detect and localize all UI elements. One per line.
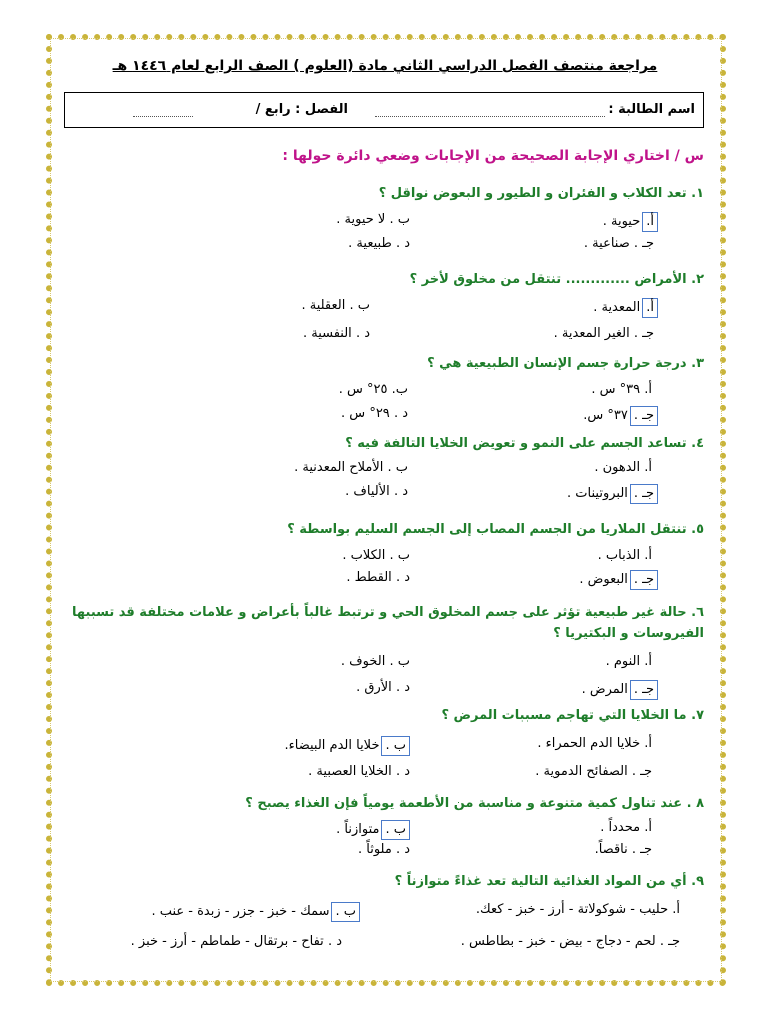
option-7-c[interactable]: جـ . الصفائح الدموية . — [535, 764, 652, 779]
question-5: ٥. تنتقل الملاريا من الجسم المصاب إلى الجسم السليم بواسطة ؟ — [287, 522, 704, 537]
answer-box: جـ . — [630, 406, 658, 426]
option-6-a[interactable]: أ. النوم . — [605, 654, 652, 669]
question-4: ٤. تساعد الجسم على النمو و تعويض الخلايا التالفة فيه ؟ — [345, 436, 704, 451]
option-1-c[interactable]: جـ . صناعية . — [583, 236, 654, 251]
answer-box: جـ . — [630, 484, 658, 504]
answer-box: ب . — [331, 902, 360, 922]
option-9-d[interactable]: د . تفاح - برتقال - طماطم - أرز - خبز . — [130, 934, 342, 949]
answer-box: جـ . — [630, 680, 658, 700]
option-6-c[interactable]: جـ .المرض . — [582, 680, 658, 700]
option-5-d[interactable]: د . القطط . — [346, 570, 410, 585]
option-2-b[interactable]: ب . العقلية . — [301, 298, 370, 313]
page-title: مراجعة منتصف الفصل الدراسي الثاني مادة (العلوم ) الصف الرابع لعام ١٤٤٦ هـ — [112, 58, 658, 74]
option-9-b[interactable]: ب .سمك - خبز - جزر - زبدة - عنب . — [151, 902, 360, 922]
option-3-d[interactable]: د . ٢٩° س . — [341, 406, 408, 421]
answer-box: أ. — [642, 298, 658, 318]
answer-box: جـ . — [630, 570, 658, 590]
option-8-c[interactable]: جـ . ناقصاً. — [594, 842, 652, 857]
option-1-d[interactable]: د . طبيعية . — [348, 236, 410, 251]
option-9-a[interactable]: أ. حليب - شوكولاتة - أرز - خبز - كعك. — [475, 902, 680, 917]
student-name-field[interactable] — [375, 102, 605, 117]
option-4-c[interactable]: جـ .البروتينات . — [567, 484, 658, 504]
option-4-a[interactable]: أ. الدهون . — [594, 460, 652, 475]
option-2-a[interactable]: أ.المعدية . — [593, 298, 658, 318]
option-3-b[interactable]: ب. ٢٥° س . — [338, 382, 408, 397]
question-8: ٨ . عند تناول كمية متنوعة و مناسبة من الأطعمة يومياً فإن الغذاء يصبح ؟ — [245, 796, 704, 811]
option-8-b[interactable]: ب .متوازناً . — [336, 820, 410, 840]
option-8-d[interactable]: د . ملوثاً . — [357, 842, 410, 857]
question-6: ٦. حالة غير طبيعية تؤثر على جسم المخلوق الحي و ترتبط غالباً بأعراض و علامات مختلفة قد تسببها الفيروسات و البكتيريا ؟ — [72, 605, 704, 641]
option-6-d[interactable]: د . الأرق . — [356, 680, 410, 695]
option-3-a[interactable]: أ. ٣٩° س . — [591, 382, 652, 397]
class-label: الفصل : رابع / — [255, 102, 348, 117]
option-5-b[interactable]: ب . الكلاب . — [342, 548, 410, 563]
option-2-d[interactable]: د . النفسية . — [302, 326, 370, 341]
answer-box: ب . — [381, 820, 410, 840]
option-5-c[interactable]: جـ .البعوض . — [579, 570, 658, 590]
class-field[interactable] — [133, 102, 193, 117]
option-4-d[interactable]: د . الألياف . — [345, 484, 408, 499]
answer-box: ب . — [381, 736, 410, 756]
question-3: ٣. درجة حرارة جسم الإنسان الطبيعية هي ؟ — [427, 356, 704, 371]
option-8-a[interactable]: أ. محدداً . — [600, 820, 652, 835]
option-9-c[interactable]: جـ . لحم - دجاج - بيض - خبز - بطاطس . — [460, 934, 680, 949]
option-4-b[interactable]: ب . الأملاح المعدنية . — [294, 460, 408, 475]
question-1: ١. تعد الكلاب و الفئران و الطيور و البعوض نواقل ؟ — [378, 186, 704, 201]
question-2: ٢. الأمراض ............. تنتقل من مخلوق لأخر ؟ — [409, 272, 704, 287]
inner-page-border — [50, 38, 722, 982]
question-7: ٧. ما الخلايا التي تهاجم مسببات المرض ؟ — [441, 708, 704, 723]
option-7-d[interactable]: د . الخلايا العصبية . — [308, 764, 410, 779]
student-name-label: اسم الطالبة : — [608, 102, 695, 117]
answer-box: أ. — [642, 212, 658, 232]
option-7-a[interactable]: أ. خلايا الدم الحمراء . — [537, 736, 652, 751]
option-5-a[interactable]: أ. الذباب . — [597, 548, 652, 563]
option-1-a[interactable]: أ.حيوية . — [603, 212, 658, 232]
option-2-c[interactable]: جـ . الغير المعدية . — [553, 326, 654, 341]
option-6-b[interactable]: ب . الخوف . — [340, 654, 410, 669]
student-info-box — [64, 92, 704, 128]
option-3-c[interactable]: جـ .٣٧° س. — [583, 406, 658, 426]
instruction: س / اختاري الإجابة الصحيحة من الإجابات وضعي دائرة حولها : — [282, 148, 704, 164]
option-7-b[interactable]: ب .خلايا الدم البيضاء. — [285, 736, 411, 756]
question-9: ٩. أي من المواد الغذائية التالية تعد غذاءً متوازناً ؟ — [394, 874, 704, 889]
option-1-b[interactable]: ب . لا حيوية . — [336, 212, 410, 227]
